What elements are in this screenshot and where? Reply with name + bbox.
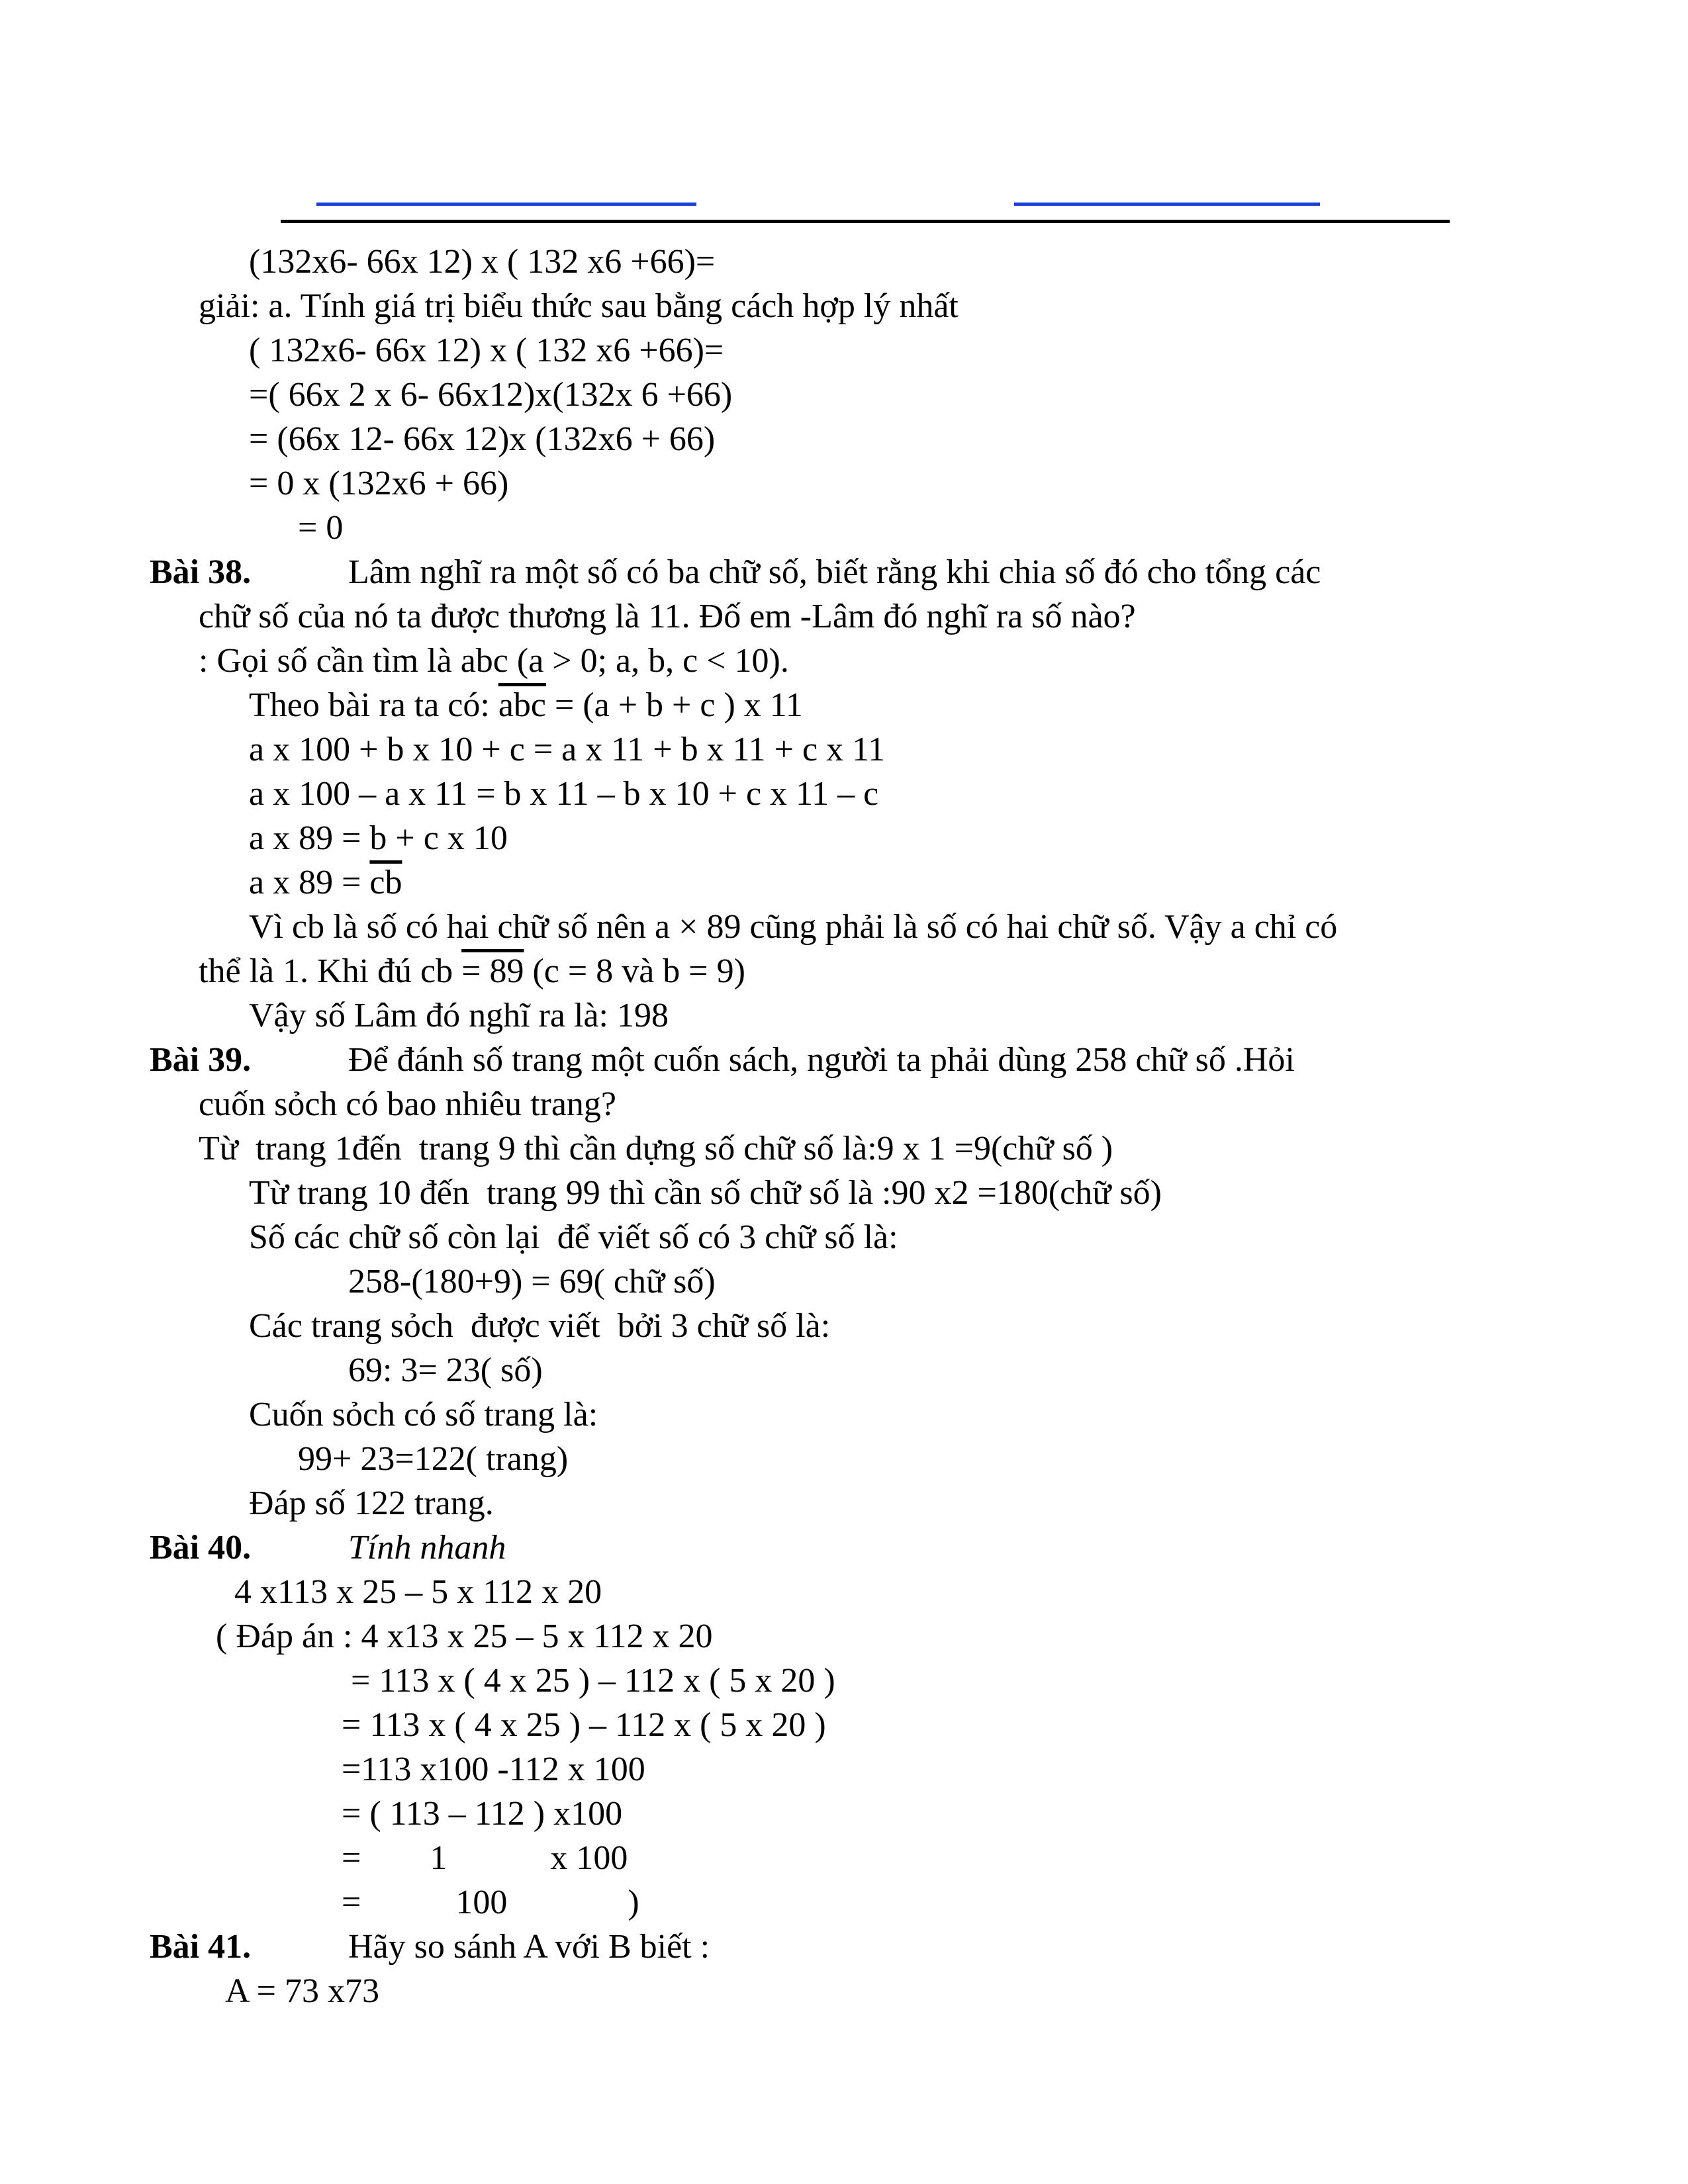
text-line: Các trang sỏch được viết bởi 3 chữ số là: — [249, 1307, 831, 1345]
text-line: Đáp số 122 trang. — [249, 1484, 494, 1522]
text-line: 258-(180+9) = 69( chữ số) — [348, 1263, 716, 1300]
overlined-cb: $\overline{cb}$ — [369, 864, 402, 901]
text-line: Vậy số Lâm đó nghĩ ra là: 198 — [249, 997, 669, 1034]
text-line: 69: 3= 23( số) — [348, 1351, 543, 1389]
text-run: = (a + b + c ) x 11 — [546, 686, 803, 724]
text-line: = 0 — [298, 509, 344, 547]
text-line: a x 100 + b x 10 + c = a x 11 + b x 11 + c x 11 — [249, 731, 886, 768]
text-run: Theo bài ra ta có: — [249, 686, 498, 724]
text-line: : Gọi số cần tìm là abc (a > 0; a, b, c < 10). — [199, 642, 789, 680]
text-line: Vì cb là số có hai chữ số nên a × 89 cũng phải là số có hai chữ số. Vậy a chỉ có — [249, 908, 1338, 946]
text-run: (c = 8 và b = 9) — [524, 952, 745, 990]
text-line: A = 73 x73 — [225, 1972, 380, 2010]
heading-bai-41: Bài 41. — [150, 1928, 252, 1966]
text-line: ( Đáp án : 4 x13 x 25 – 5 x 112 x 20 — [216, 1617, 713, 1655]
heading-bai-39: Bài 39. — [150, 1041, 252, 1079]
text-line — [249, 863, 402, 903]
text-line: = 0 x (132x6 + 66) — [249, 465, 509, 502]
text-run: thể là 1. Khi đú cb — [199, 952, 462, 990]
text-line: chữ số của nó ta được thương là 11. Đố em -Lâm đó nghĩ ra số nào? — [199, 598, 1136, 635]
text-line: =113 x100 -112 x 100 — [342, 1751, 645, 1788]
header-link-left[interactable] — [316, 203, 696, 206]
overlined-abc: $\overline{abc}$ — [498, 686, 546, 724]
text-line: a x 89 = b + c x 10 — [249, 819, 508, 857]
text-line: = 1 x 100 — [342, 1839, 628, 1877]
text-line: 99+ 23=122( trang) — [298, 1440, 569, 1478]
text-line: Tính nhanh — [348, 1529, 506, 1567]
header-rule — [281, 220, 1450, 223]
text-line: = (66x 12- 66x 12)x (132x6 + 66) — [249, 420, 716, 458]
text-line: a x 100 – a x 11 = b x 11 – b x 10 + c x 11 – c — [249, 775, 879, 813]
text-line: (132x6- 66x 12) x ( 132 x6 +66)= — [249, 243, 716, 281]
text-line: = 100 ) — [342, 1884, 639, 1921]
header-link-right[interactable] — [1014, 203, 1320, 206]
overlined-89: = 89 — [461, 952, 524, 990]
heading-bai-38: Bài 38. — [150, 553, 252, 591]
text-line: Để đánh số trang một cuốn sách, người ta phải dùng 258 chữ số .Hỏi — [348, 1041, 1295, 1079]
text-line: =( 66x 2 x 6- 66x12)x(132x 6 +66) — [249, 376, 733, 414]
text-line: 4 x113 x 25 – 5 x 112 x 20 — [234, 1573, 602, 1611]
text-line: Cuốn sỏch có số trang là: — [249, 1396, 598, 1433]
text-run: a x 89 = — [249, 864, 370, 901]
text-line: cuốn sỏch có bao nhiêu trang? — [199, 1085, 617, 1123]
text-line: ( 132x6- 66x 12) x ( 132 x6 +66)= — [249, 332, 724, 369]
text-line: Lâm nghĩ ra một số có ba chữ số, biết rằng khi chia số đó cho tổng các — [348, 553, 1321, 591]
text-line: = 113 x ( 4 x 25 ) – 112 x ( 5 x 20 ) — [342, 1706, 826, 1744]
text-line — [199, 952, 745, 991]
text-line: Từ trang 1đến trang 9 thì cần dựng số chữ số là:9 x 1 =9(chữ số ) — [199, 1130, 1113, 1167]
heading-bai-40: Bài 40. — [150, 1529, 252, 1567]
text-line: = ( 113 – 112 ) x100 — [342, 1795, 623, 1833]
text-line: = 113 x ( 4 x 25 ) – 112 x ( 5 x 20 ) — [351, 1662, 835, 1700]
text-line: Hãy so sánh A với B biết : — [348, 1928, 710, 1966]
text-line — [249, 686, 803, 725]
text-line: giải: a. Tính giá trị biểu thức sau bằng cách hợp lý nhất — [199, 287, 959, 325]
text-line: Số các chữ số còn lại để viết số có 3 chữ số là: — [249, 1218, 898, 1256]
text-line: Từ trang 10 đến trang 99 thì cần số chữ số là :90 x2 =180(chữ số) — [249, 1174, 1162, 1212]
